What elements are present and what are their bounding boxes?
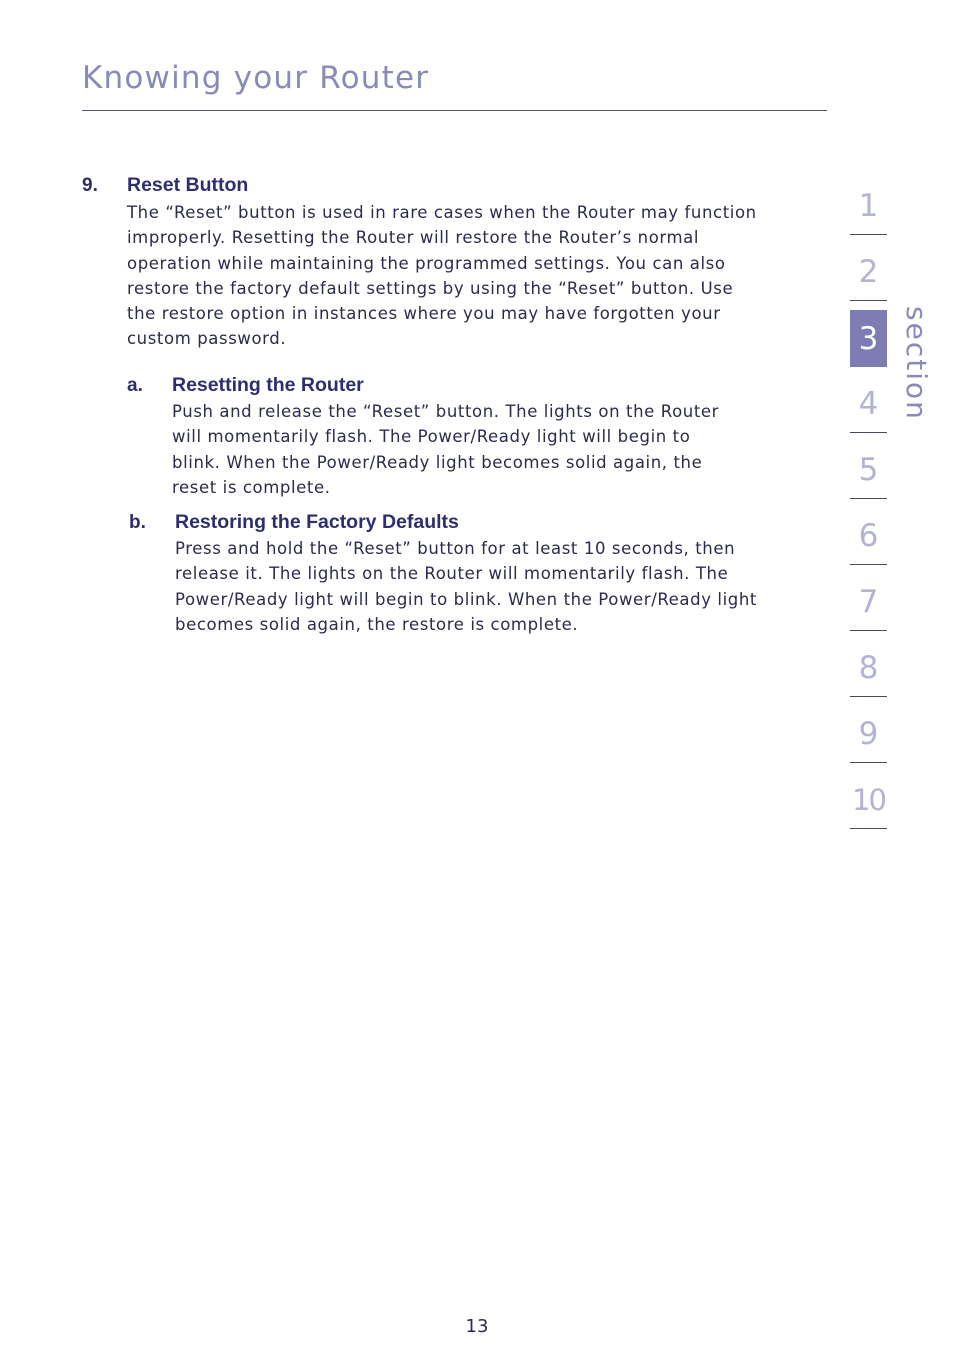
item-heading: Reset Button <box>127 174 249 196</box>
subitem-label: a. <box>127 375 143 396</box>
body-line: operation while maintaining the programmed settings. You can also <box>127 253 726 273</box>
section-tab-2[interactable]: 2 <box>850 244 887 301</box>
body-line: The “Reset” button is used in rare cases when the Router may function <box>127 203 757 222</box>
body-line: improperly. Resetting the Router will restore the Router’s normal <box>127 228 700 248</box>
body-line: Press and hold the “Reset” button for at least 10 seconds, then <box>175 539 736 558</box>
section-nav <box>850 178 887 838</box>
subitem-label: b. <box>129 512 146 533</box>
page-title: Knowing your Router <box>82 60 430 96</box>
subitem-heading: Restoring the Factory Defaults <box>175 511 459 533</box>
section-tab-3[interactable]: 3 <box>850 310 887 367</box>
body-line: custom password. <box>127 329 287 349</box>
body-line: restore the factory default settings by using the “Reset” button. Use <box>127 278 734 298</box>
body-line: the restore option in instances where you may have forgotten your <box>127 304 721 324</box>
body-line: Power/Ready light will begin to blink. When the Power/Ready light <box>175 589 757 609</box>
body-line: will momentarily flash. The Power/Ready light will begin to <box>172 427 691 447</box>
body-line: reset is complete. <box>172 477 331 497</box>
section-tab-7[interactable]: 7 <box>850 574 887 631</box>
section-tab-8[interactable]: 8 <box>850 640 887 697</box>
section-tab-6[interactable]: 6 <box>850 508 887 565</box>
section-label: section <box>900 306 933 421</box>
section-tab-10[interactable]: 10 <box>850 772 887 829</box>
subitem-body <box>172 399 719 500</box>
section-tab-5[interactable]: 5 <box>850 442 887 499</box>
subitem-heading: Resetting the Router <box>172 374 364 396</box>
item-number: 9. <box>82 175 98 196</box>
body-line: blink. When the Power/Ready light becomes solid again, the <box>172 452 703 472</box>
body-line: becomes solid again, the restore is complete. <box>175 614 579 634</box>
body-line: Push and release the “Reset” button. The lights on the Router <box>172 402 720 421</box>
page-number: 13 <box>465 1316 489 1337</box>
subitem-body <box>175 536 757 637</box>
section-tab-9[interactable]: 9 <box>850 706 887 763</box>
title-divider <box>82 110 827 111</box>
section-tab-4[interactable]: 4 <box>850 376 887 433</box>
item-body <box>127 200 757 352</box>
section-tab-1[interactable]: 1 <box>850 178 887 235</box>
body-line: release it. The lights on the Router will momentarily flash. The <box>175 564 729 584</box>
